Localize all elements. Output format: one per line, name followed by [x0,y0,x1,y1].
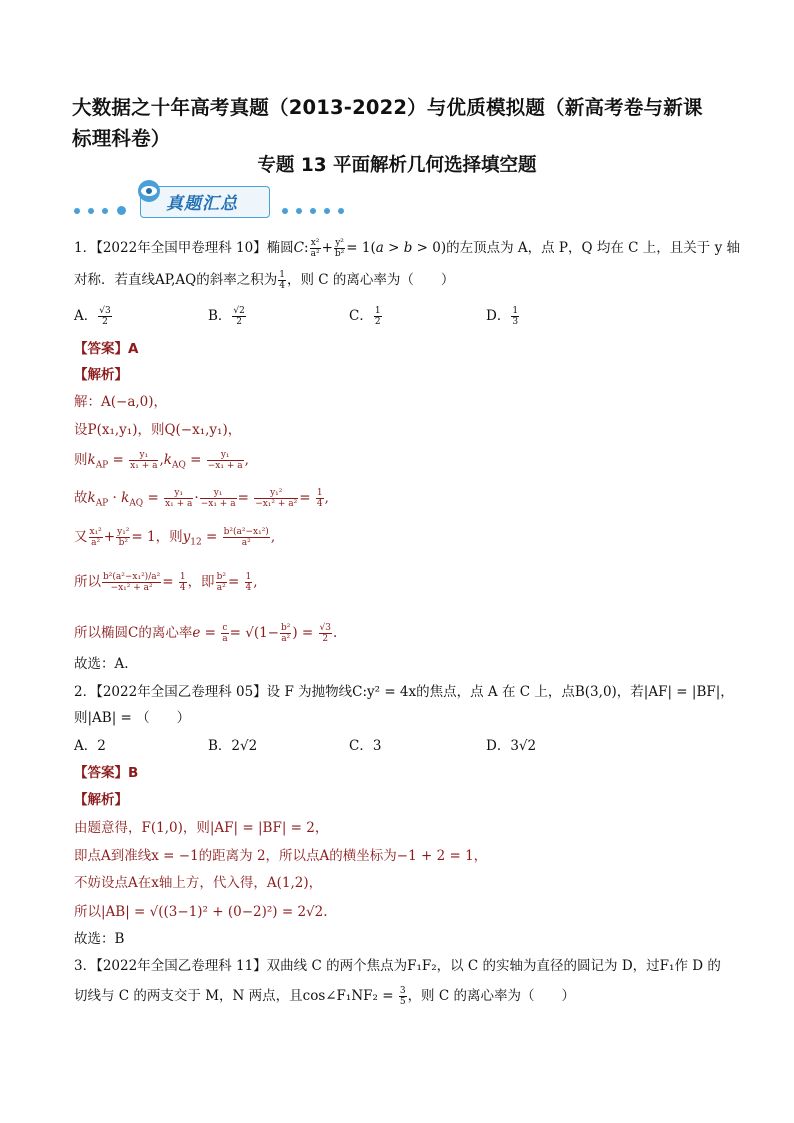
q1-options [74,306,724,328]
q1-option-a: A． $\frac{√3}{2}$ [74,306,111,327]
q1-answer: 【答案】A [74,341,139,357]
q1-stem-line1: 1．【2022年全国甲卷理科 10】椭圆C: $\frac{\text{x²}}{\text{a²}}$ + $\frac{\text{y²}}{\text{b²}}$ = 1(a > b > 0)的左顶点为 A，点 P，Q 均在 C 上，且关于 y 轴 [74,238,740,259]
q1-analysis-label: 【解析】 [74,367,128,383]
q2-solution-line2: 即点A到准线x = −1的距离为 2，所以点A的横坐标为−1 + 2 = 1， [74,848,488,864]
q3-stem-line2: 切线与 C 的两支交于 M，N 两点，且cos∠F₁NF₂ = $\frac{3}{5}$ ，则 C 的离心率为（ ） [74,986,575,1007]
q2-stem-line1: 2．【2022年全国乙卷理科 05】设 F 为抛物线C:y² = 4x的焦点，点 A 在 C 上，点B(3,0)，若|AF| = |BF|， [74,684,734,700]
q3-stem-line1: 3．【2022年全国乙卷理科 11】双曲线 C 的两个焦点为F₁F₂，以 C 的实轴为直径的圆记为 D，过F₁作 D 的 [74,958,721,974]
q2-option-d: D．3√2 [486,738,537,754]
q2-choose: 故选：B [74,931,125,947]
section-title: 专题 13 平面解析几何选择填空题 [257,155,537,176]
q1-solution-line3: 则$k_{AP}$ = $\frac{\text{y₁}}{\text{x₁ + a}}$ $,k_{AQ}$ = $\frac{\text{y₁}}{\text{−x₁ + a}}$ , [74,450,249,471]
q1-solution-line5: 又 $\frac{\text{x₁²}}{\text{a²}}$ + $\frac{\text{y₁²}}{\text{b²}}$ = 1，则$y_{12}$ = $\frac{\text{b²(a²−x₁²)}}{\text{a²}}$ , [74,527,276,548]
q2-option-a: A．2 [74,738,106,754]
q1-choose: 故选：A. [74,656,129,672]
q1-solution-line6: 所以 $\frac{\text{b²(a²−x₁²)/a²}}{\text{−x₁² + a²}}$ = $\frac{1}{4}$ ，即 $\frac{\text{b²}}{\text{a²}}$ = $\frac{1}{4}$ , [74,572,258,593]
q1-option-b: B． $\frac{√2}{2}$ [208,306,245,327]
q2-solution-line3: 不妨设点A在x轴上方，代入得，A(1,2)， [74,875,323,891]
q1-solution-line7: 所以椭圆C的离心率e = $\frac{c}{a}$ = √(1− $\frac{\text{b²}}{\text{a²}}$ ) = $\frac{√3}{2}$ . [74,623,338,644]
q1-stem-line2: 对称．若直线AP,AQ的斜率之积为 $\frac{1}{4}$ ，则 C 的离心率为（ ） [74,270,455,291]
q2-solution-line4: 所以|AB| = √((3−1)² + (0−2)²) = 2√2. [74,904,328,920]
q2-answer: 【答案】B [74,765,139,781]
document-title: 大数据之十年高考真题（2013-2022）与优质模拟题（新高考卷与新课 标理科卷） [72,96,703,150]
q1-solution-line2: 设P(x₁,y₁)，则Q(−x₁,y₁)， [74,422,242,438]
section-banner [74,180,374,222]
q1-solution-line4: 故$k_{AP} \cdot k_{AQ}$ = $\frac{\text{y₁}}{\text{x₁ + a}}$ · $\frac{\text{y₁}}{\text{−x₁ + a}}$ = $\frac{\text{y₁²}}{\text{−x₁² + a²}}$ = $\frac{1}{4}$ , [74,488,329,509]
q1-solution-line1: 解：A(−a,0)， [74,394,168,410]
q2-stem-line2: 则|AB| = （ ） [74,710,191,726]
q2-solution-line1: 由题意得，F(1,0)，则|AF| = |BF| = 2， [74,820,329,836]
q2-option-c: C．3 [349,738,382,754]
q2-analysis-label: 【解析】 [74,792,128,808]
banner-label: 真题汇总 [166,194,238,214]
q2-option-b: B．2√2 [208,738,258,754]
q1-option-c: C． $\frac{1}{2}$ [349,306,381,327]
q1-option-d: D． $\frac{1}{3}$ [486,306,519,327]
q2-options [74,736,724,758]
eye-icon [136,178,162,204]
